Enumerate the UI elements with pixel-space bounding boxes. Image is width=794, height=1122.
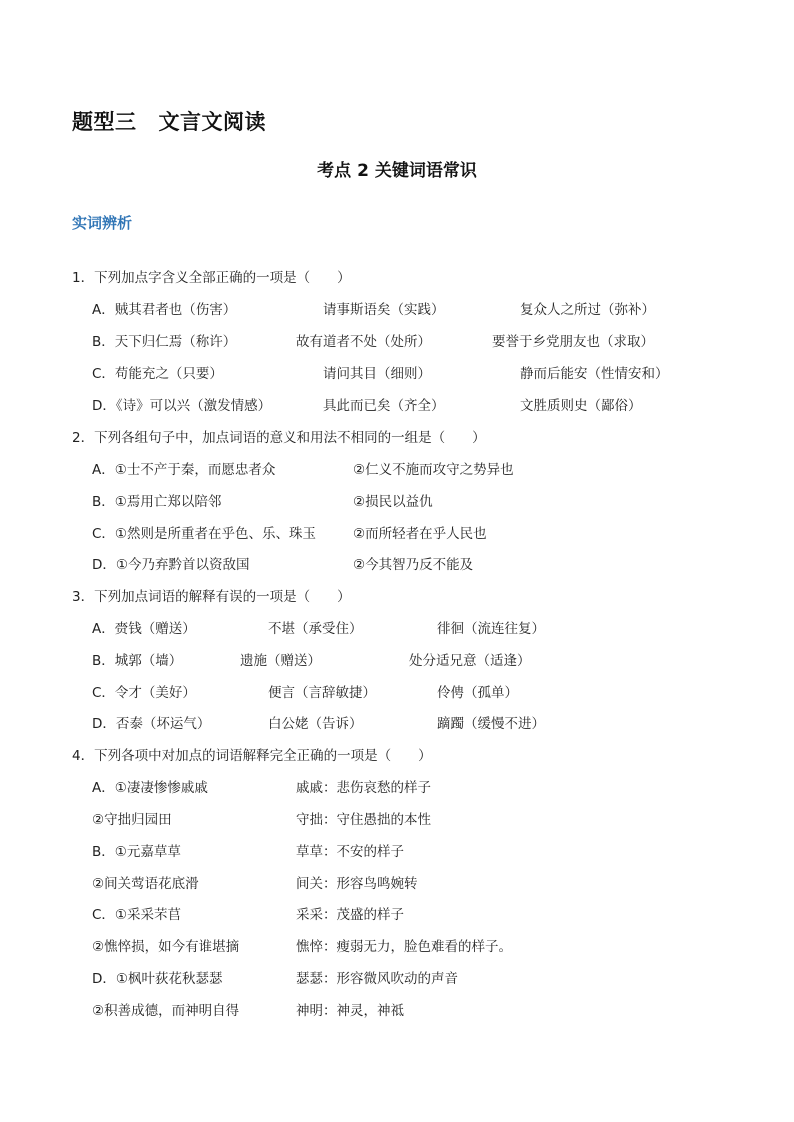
- q1-a-col3: 复众人之所过（弥补）: [520, 302, 655, 318]
- q1-a-col1: A．贼其君者也（伤害）: [92, 302, 237, 318]
- q3-b-col1: B．城郭（墙）: [92, 653, 183, 669]
- q4-d2-gloss: 神明：神灵，神祗: [296, 1003, 404, 1019]
- q4-b1-gloss: 草草：不安的样子: [296, 844, 404, 860]
- title-part-2: 文言文阅读: [158, 110, 266, 134]
- q3-d-col2: 白公姥（告诉）: [268, 716, 363, 732]
- document-title: [72, 106, 266, 136]
- q4-d1-sentence: D．①枫叶荻花秋瑟瑟: [92, 971, 223, 987]
- q4-c1-sentence: C．①采采芣苢: [92, 907, 182, 923]
- subtitle: 考点 2 关键词语常识: [317, 161, 477, 181]
- q1-c-col3: 静而后能安（性情安和）: [520, 366, 669, 382]
- q3-c-col3: 伶俜（孤单）: [437, 685, 518, 701]
- q3-a-col2: 不堪（承受住）: [268, 621, 363, 637]
- q3-c-col2: 便言（言辞敏捷）: [268, 685, 376, 701]
- q2-c-col2: ②而所轻者在乎人民也: [353, 526, 487, 542]
- q1-b-col2: 故有道者不处（处所）: [296, 334, 431, 350]
- q1-c-col2: 请问其目（细则）: [323, 366, 431, 382]
- q1-b-col1: B．天下归仁焉（称许）: [92, 334, 237, 350]
- question-1-stem: 1．下列加点字含义全部正确的一项是（ ）: [72, 270, 351, 286]
- q4-b2-gloss: 间关：形容鸟鸣婉转: [296, 876, 418, 892]
- q1-b-col3: 要誉于乡党朋友也（求取）: [492, 334, 654, 350]
- q4-a2-sentence: ②守拙归园田: [92, 812, 172, 828]
- q2-d-col1: D．①今乃弃黔首以资敌国: [92, 557, 250, 573]
- q1-d-col1: D．《诗》可以兴（激发情感）: [92, 398, 272, 414]
- q3-a-col3: 徘徊（流连往复）: [437, 621, 545, 637]
- q4-a2-gloss: 守拙：守住愚拙的本性: [296, 812, 431, 828]
- q4-c2-sentence: ②憔悴损，如今有谁堪摘: [92, 939, 240, 955]
- q3-b-col3: 处分适兄意（适逢）: [409, 653, 531, 669]
- q2-b-col2: ②损民以益仇: [353, 494, 433, 510]
- q4-b1-sentence: B．①元嘉草草: [92, 844, 181, 860]
- title-part-1: 题型三: [72, 110, 137, 134]
- q3-d-col3: 蹢躅（缓慢不进）: [437, 716, 545, 732]
- q2-d-col2: ②今其智乃反不能及: [353, 557, 474, 573]
- q4-c2-gloss: 憔悴：瘦弱无力，脸色难看的样子。: [296, 939, 512, 955]
- q4-a1-gloss: 戚戚：悲伤哀愁的样子: [296, 780, 431, 796]
- q4-d2-sentence: ②积善成德，而神明自得: [92, 1003, 240, 1019]
- q4-a1-sentence: A．①凄凄惨惨戚戚: [92, 780, 208, 796]
- q2-a-col2: ②仁义不施而攻守之势异也: [353, 462, 514, 478]
- q1-a-col2: 请事斯语矣（实践）: [323, 302, 445, 318]
- q1-d-col3: 文胜质则史（鄙俗）: [520, 398, 642, 414]
- q3-d-col1: D．否泰（坏运气）: [92, 716, 211, 732]
- question-3-stem: 3．下列加点词语的解释有误的一项是（ ）: [72, 589, 351, 605]
- q2-c-col1: C．①然则是所重者在乎色、乐、珠玉: [92, 526, 317, 542]
- q3-b-col2: 遗施（赠送）: [240, 653, 321, 669]
- q3-a-col1: A．赍钱（赠送）: [92, 621, 196, 637]
- question-2-stem: 2．下列各组句子中，加点词语的意义和用法不相同的一组是（ ）: [72, 430, 486, 446]
- q3-c-col1: C．令才（美好）: [92, 685, 196, 701]
- q4-c1-gloss: 采采：茂盛的样子: [296, 907, 404, 923]
- question-4-stem: 4．下列各项中对加点的词语解释完全正确的一项是（ ）: [72, 748, 432, 764]
- q2-a-col1: A．①士不产于秦，而愿忠者众: [92, 462, 276, 478]
- q4-b2-sentence: ②间关莺语花底滑: [92, 876, 199, 892]
- q1-c-col1: C．苟能充之（只要）: [92, 366, 223, 382]
- q1-d-col2: 具此而已矣（齐全）: [323, 398, 445, 414]
- q2-b-col1: B．①焉用亡郑以陪邻: [92, 494, 222, 510]
- section-heading: 实词辨析: [72, 214, 133, 232]
- q4-d1-gloss: 瑟瑟：形容微风吹动的声音: [296, 971, 458, 987]
